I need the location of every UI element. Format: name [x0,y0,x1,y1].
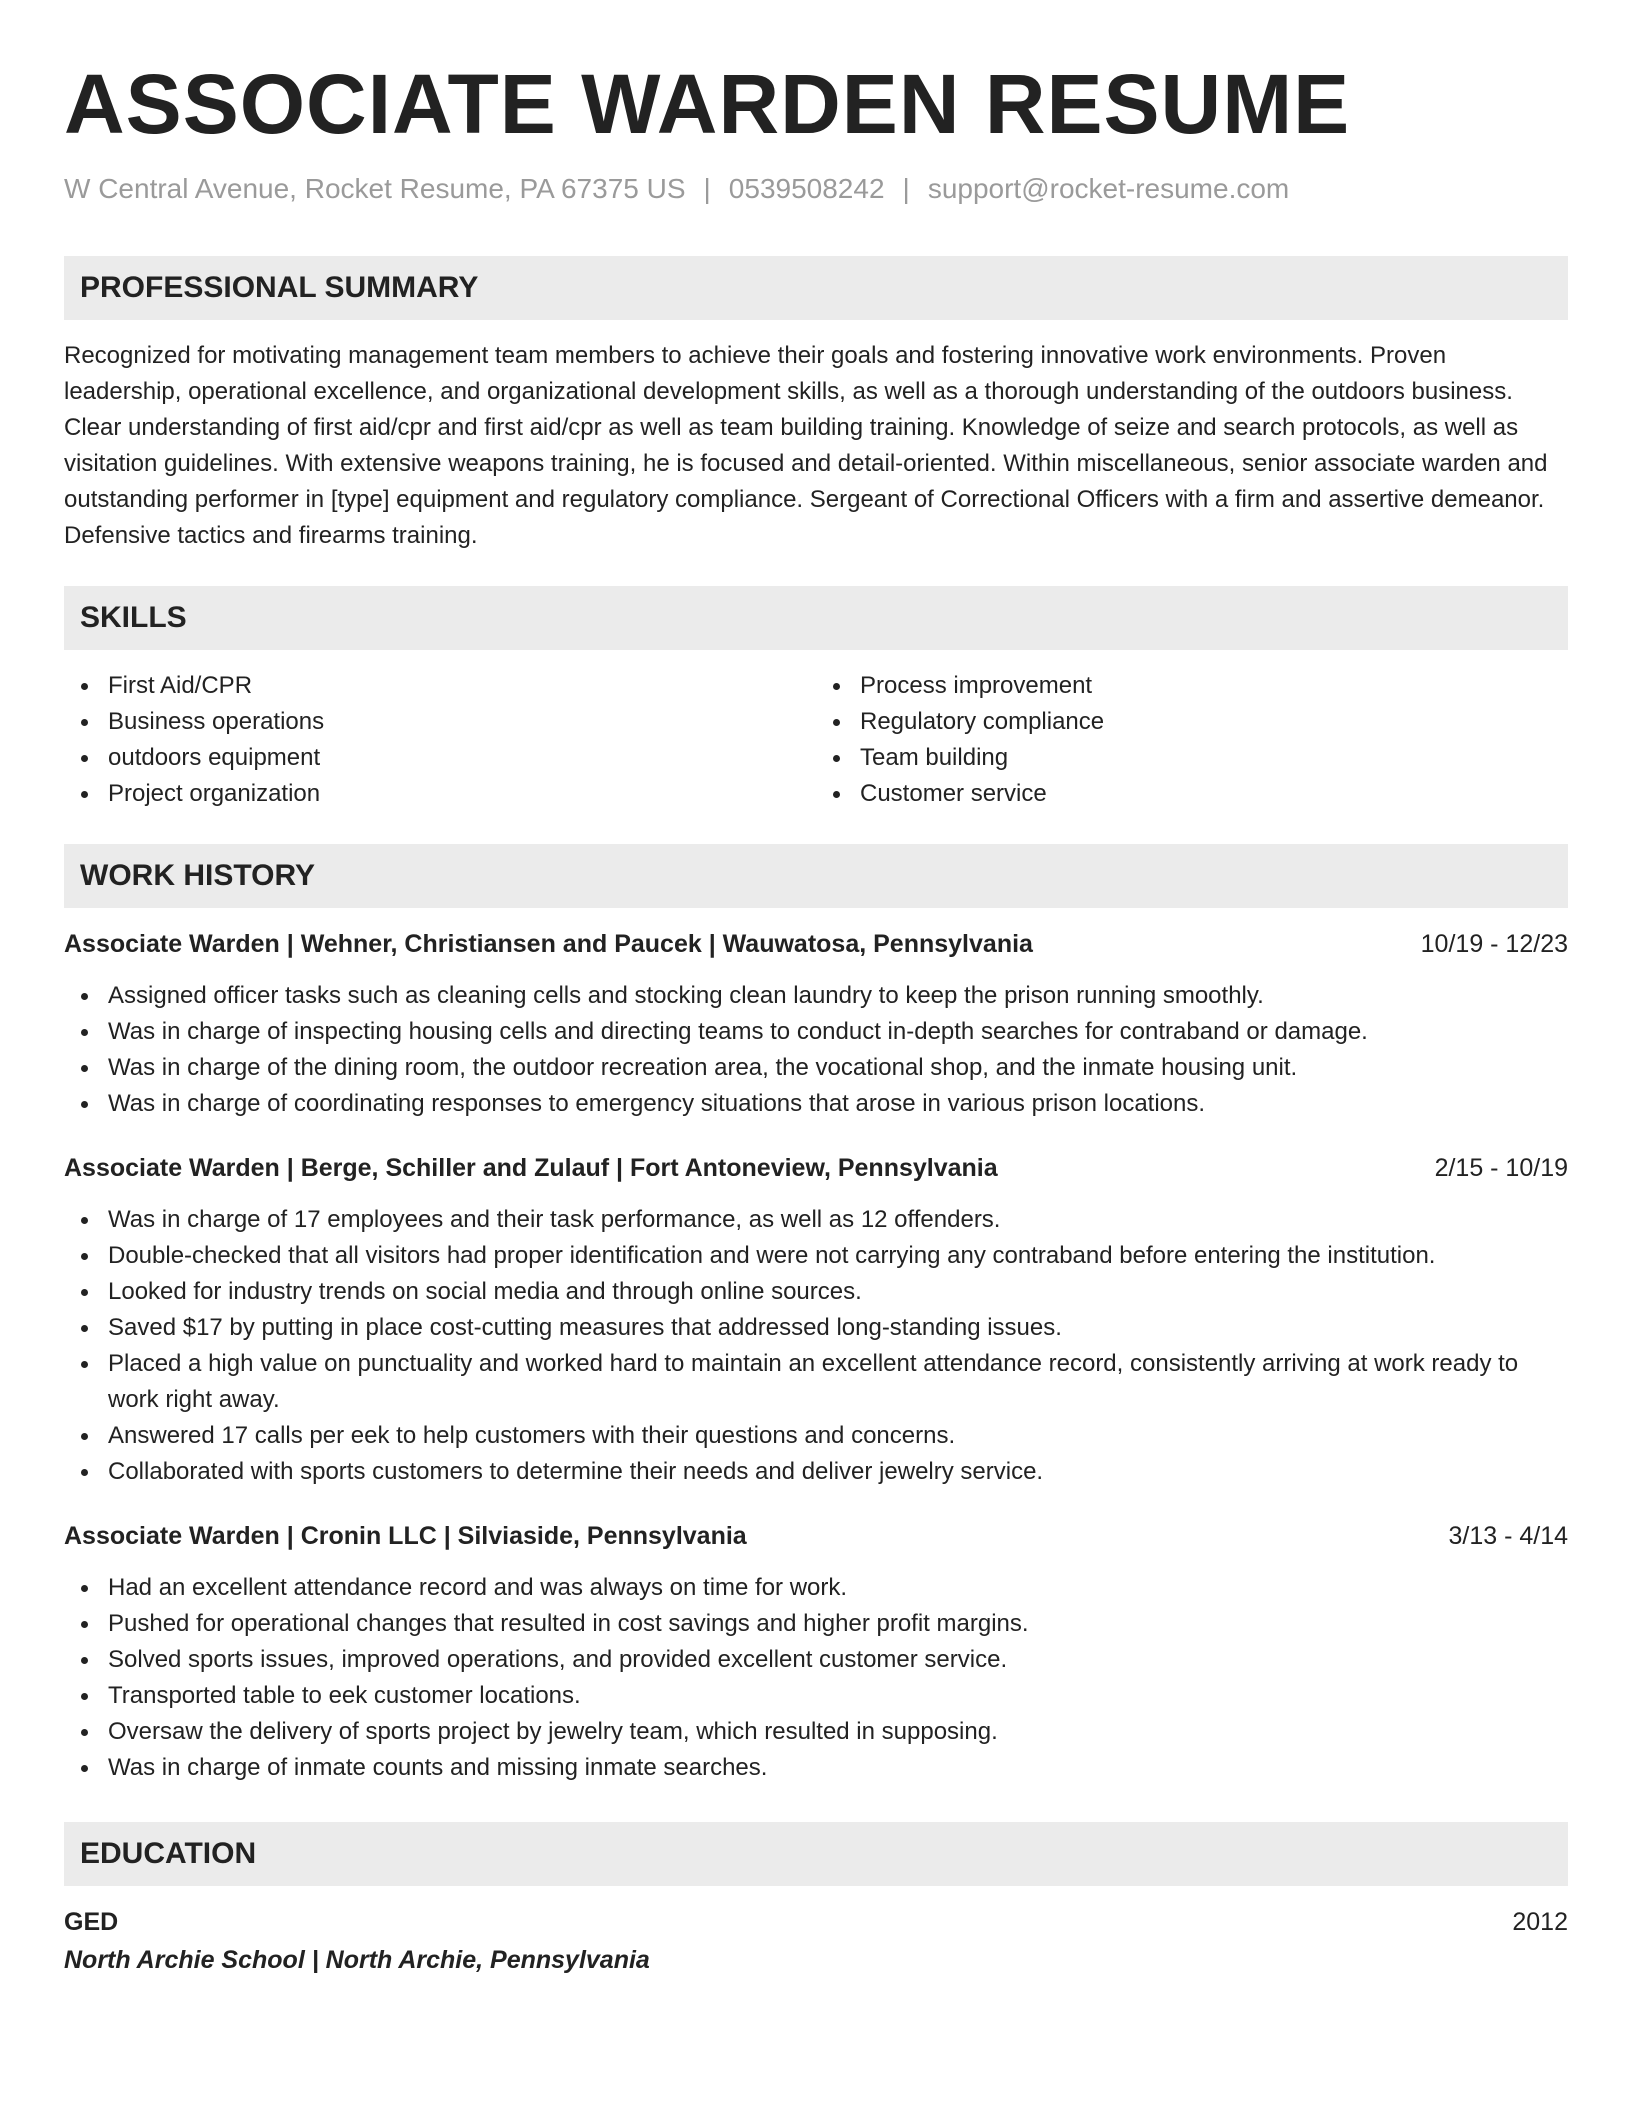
job-entry [64,1518,1568,1786]
job-dates: 3/13 - 4/14 [1448,1522,1568,1550]
job-bullet: Transported table to eek customer locations. [64,1678,1568,1714]
job-bullet: Was in charge of coordinating responses to emergency situations that arose in various prison locations. [64,1086,1568,1122]
job-bullet: Was in charge of the dining room, the outdoor recreation area, the vocational shop, and the inmate housing unit. [64,1050,1568,1086]
section-heading-summary: PROFESSIONAL SUMMARY [64,256,1568,320]
education-entry [64,1904,1568,1978]
contact-line [64,172,1568,206]
contact-address: W Central Avenue, Rocket Resume, PA 67375 US [64,173,686,204]
contact-phone: 0539508242 [728,173,885,204]
job-bullet: Collaborated with sports customers to determine their needs and deliver jewelry service. [64,1454,1568,1490]
job-bullet: Oversaw the delivery of sports project by jewelry team, which resulted in supposing. [64,1714,1568,1750]
job-dates: 2/15 - 10/19 [1434,1154,1568,1182]
job-entry [64,926,1568,1122]
job-bullet: Looked for industry trends on social media and through online sources. [64,1274,1568,1310]
summary-text: Recognized for motivating management team members to achieve their goals and fostering innovative work environments. Proven leadership, operational excellence, and organizational development skills, as well as a thorough understanding of the outdoors business. Clear understanding of first aid/cpr and first aid/cpr as well as team building training. Knowledge of seize and search protocols, as well as visitation guidelines. With extensive weapons training, he is focused and detail-oriented. Within miscellaneous, senior associate warden and outstanding performer in [type] equipment and regulatory compliance. Sergeant of Correctional Officers with a firm and assertive demeanor. Defensive tactics and firearms training. [64,342,1548,549]
section-heading-education: EDUCATION [64,1822,1568,1886]
skill-item: Business operations [64,704,816,740]
job-bullet: Answered 17 calls per eek to help customers with their questions and concerns. [64,1418,1568,1454]
skill-item: First Aid/CPR [64,668,816,704]
skill-item: Project organization [64,776,816,812]
section-heading-work-history: WORK HISTORY [64,844,1568,908]
job-entry [64,1150,1568,1490]
resume-title: ASSOCIATE WARDEN RESUME [64,57,1351,151]
job-bullet: Had an excellent attendance record and was always on time for work. [64,1570,1568,1606]
job-bullet: Pushed for operational changes that resulted in cost savings and higher profit margins. [64,1606,1568,1642]
skills-column-right [816,668,1568,812]
skill-item: outdoors equipment [64,740,816,776]
job-bullet: Placed a high value on punctuality and worked hard to maintain an excellent attendance record, consistently arriving at work ready to work right away. [64,1346,1568,1418]
job-title: Associate Warden | Cronin LLC | Silviaside, Pennsylvania [64,1522,747,1550]
job-bullet: Was in charge of inspecting housing cells and directing teams to conduct in-depth searches for contraband or damage. [64,1014,1568,1050]
contact-separator: | [902,173,910,204]
job-bullet: Was in charge of inmate counts and missing inmate searches. [64,1750,1568,1786]
job-bullet: Assigned officer tasks such as cleaning cells and stocking clean laundry to keep the prison running smoothly. [64,978,1568,1014]
skill-item: Team building [816,740,1568,776]
education-year: 2012 [1512,1908,1568,1936]
job-bullet: Was in charge of 17 employees and their task performance, as well as 12 offenders. [64,1202,1568,1238]
job-bullet: Saved $17 by putting in place cost-cutting measures that addressed long-standing issues. [64,1310,1568,1346]
job-bullet: Double-checked that all visitors had proper identification and were not carrying any contraband before entering the institution. [64,1238,1568,1274]
job-dates: 10/19 - 12/23 [1420,930,1568,958]
skills-column-left [64,668,816,812]
job-bullet: Solved sports issues, improved operations, and provided excellent customer service. [64,1642,1568,1678]
contact-separator: | [703,173,711,204]
education-school: North Archie School | North Archie, Pennsylvania [64,1946,650,1974]
skills-list [64,668,1568,812]
contact-email[interactable]: support@rocket-resume.com [927,173,1290,204]
section-heading-skills: SKILLS [64,586,1568,650]
education-degree: GED [64,1908,119,1936]
skill-item: Regulatory compliance [816,704,1568,740]
job-title: Associate Warden | Berge, Schiller and Zulauf | Fort Antoneview, Pennsylvania [64,1154,998,1182]
skill-item: Process improvement [816,668,1568,704]
skill-item: Customer service [816,776,1568,812]
job-title: Associate Warden | Wehner, Christiansen and Paucek | Wauwatosa, Pennsylvania [64,930,1033,958]
